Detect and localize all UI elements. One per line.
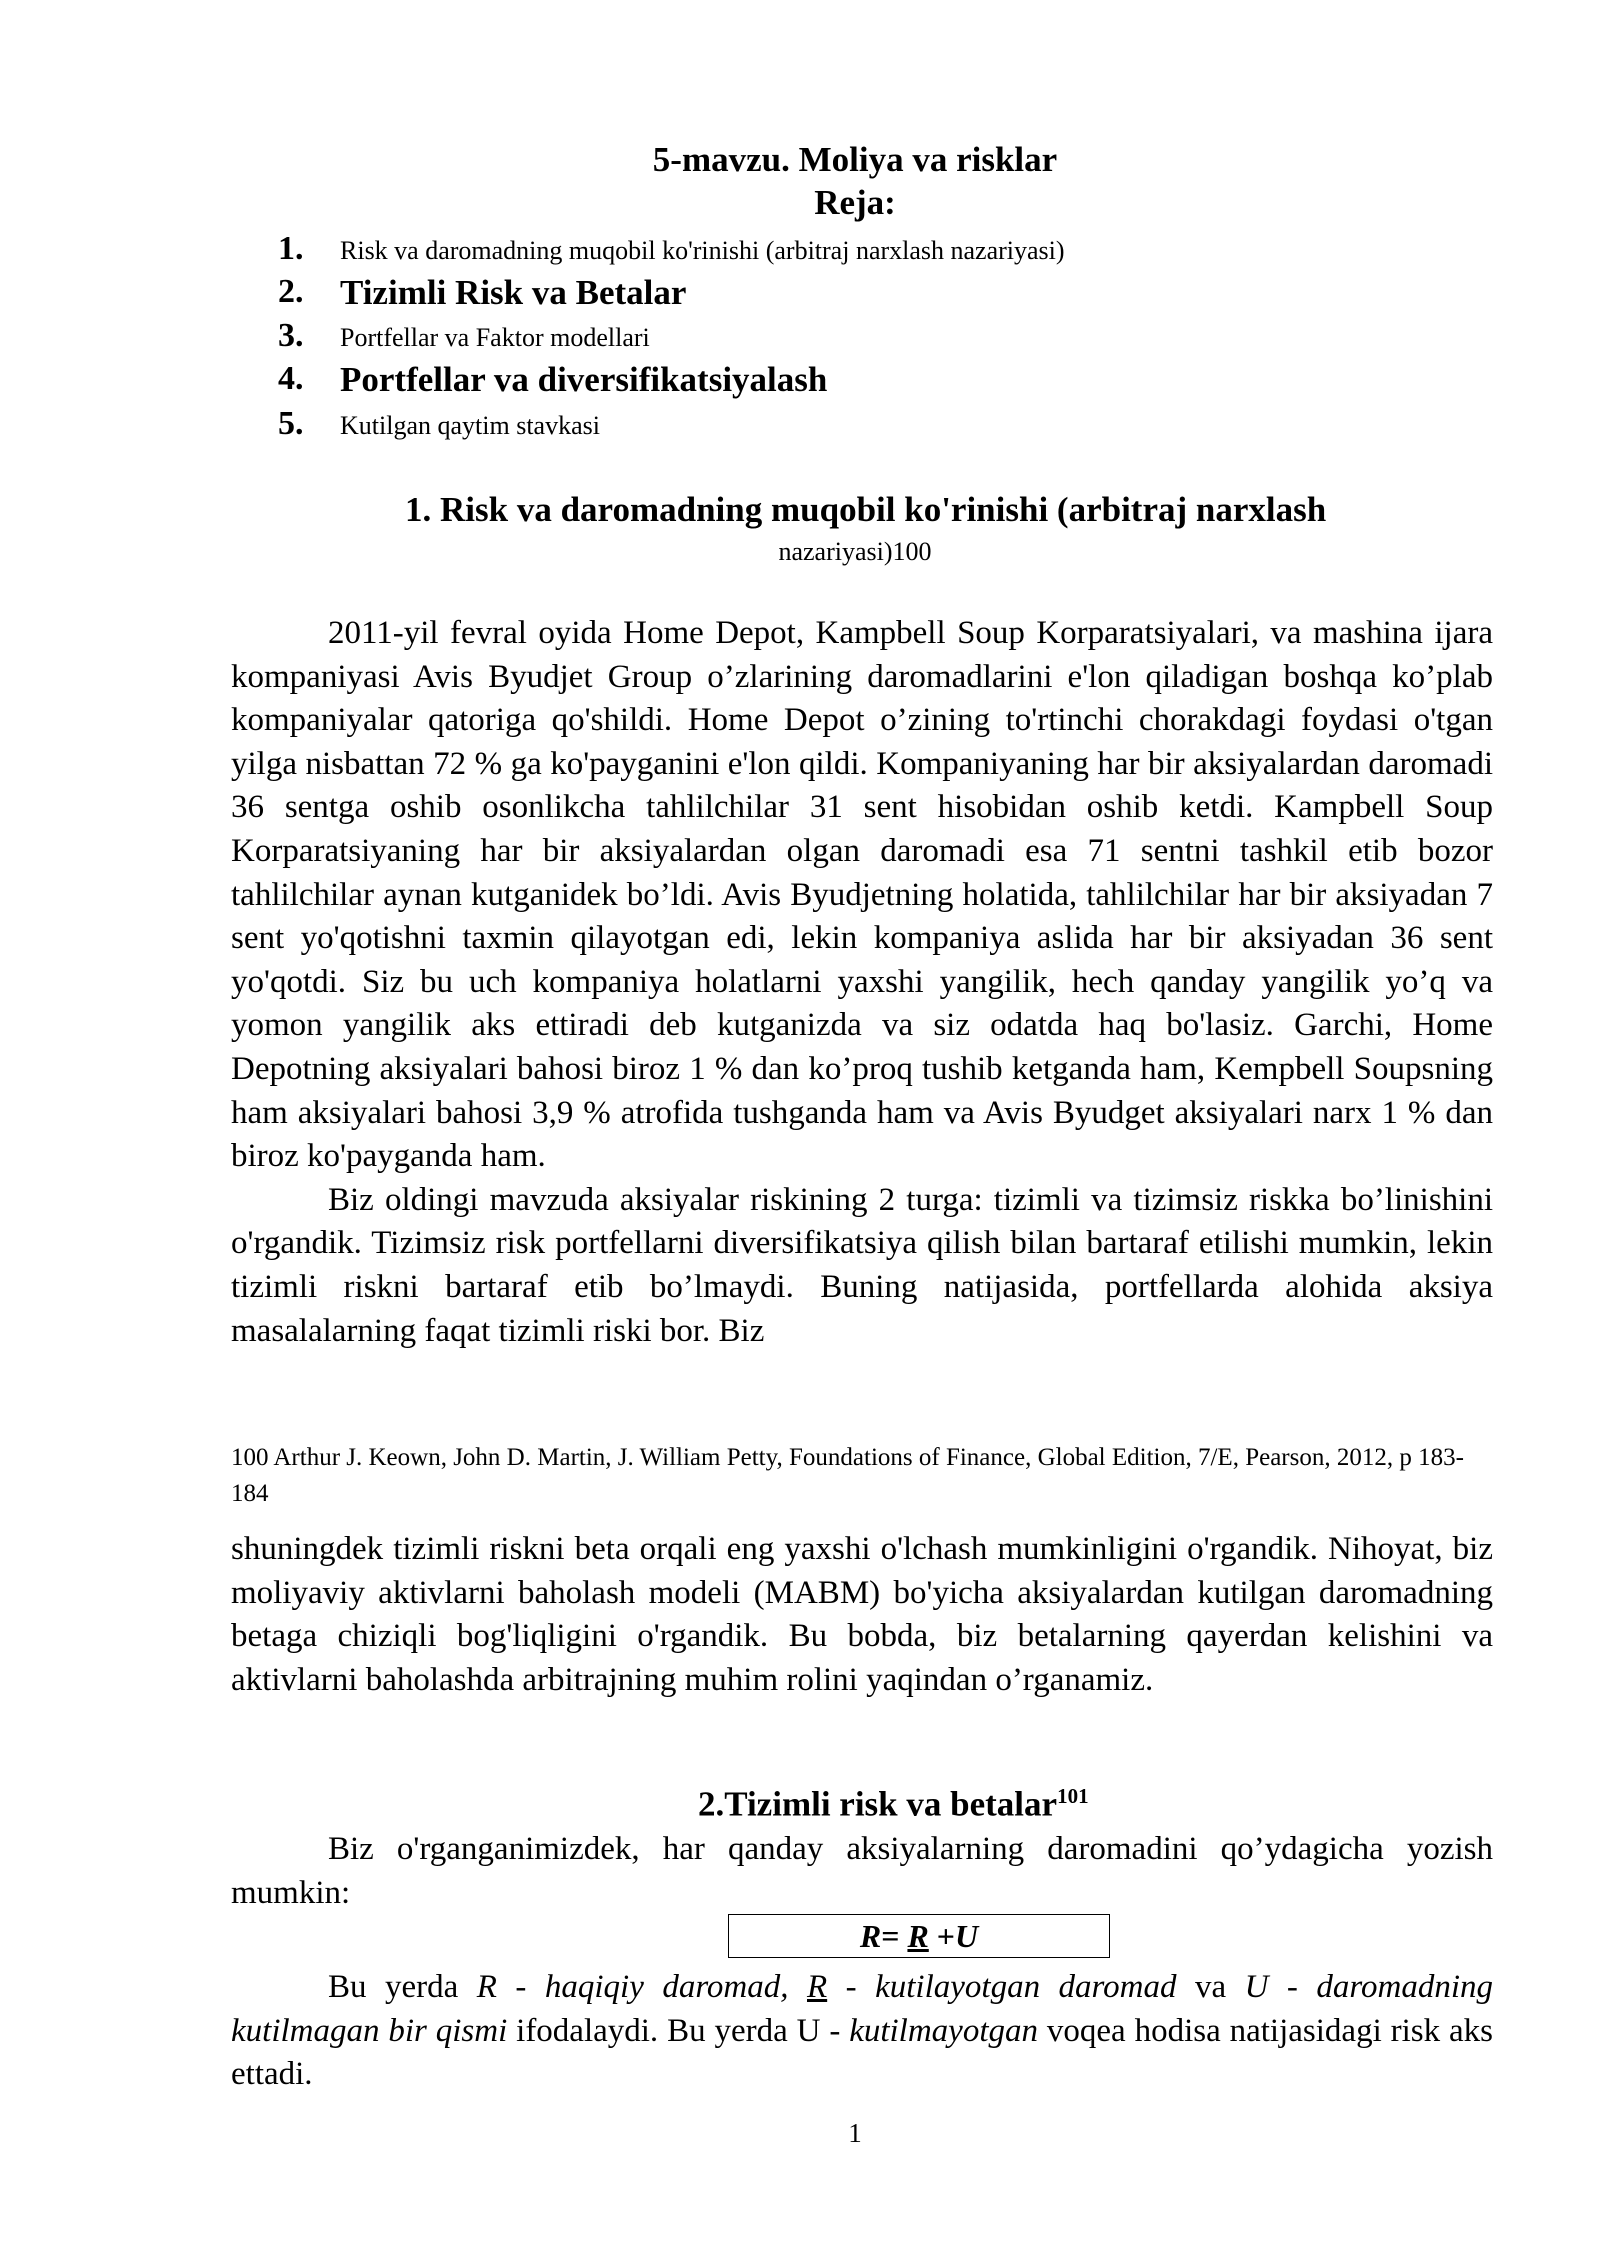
- plan-item-number: 3.: [278, 317, 304, 354]
- section-2-heading-text: 2.Tizimli risk va betalar: [698, 1784, 1058, 1824]
- formula-box: [728, 1914, 1110, 1958]
- term-unexpected: kutilmayotgan: [849, 2012, 1039, 2049]
- plan-item-3: [0, 317, 1600, 361]
- plan-item-number: 5.: [278, 405, 304, 442]
- formula-lhs: R: [859, 1918, 882, 1954]
- plan-item-4: [0, 360, 1600, 404]
- formula-equals: =: [881, 1918, 900, 1954]
- footnote: 100 Arthur J. Keown, John D. Martin, J. William Petty, Foundations of Finance, Global Edition, 7/E, Pearson, 2012, p 183-184: [231, 1444, 1464, 1507]
- paragraph: Biz o'rganganimizdek, har qanday aksiyalarning daromadini qo’ydagicha yozish mumkin:: [231, 1831, 1493, 1911]
- text-run: [789, 1969, 807, 2005]
- paragraph: 2011-yil fevral oyida Home Depot, Kampbell Soup Korparatsiyalari, va mashina ijara kompaniyasi Avis Byudjet Group o’zlarining daromadlarini e'lon qiladigan boshqa ko’plab kompaniyalar qatoriga qo'shildi. Home Depot o’zining to'rtinchi chorakdagi foydasi o'tgan yilga nisbattan 72 % ga ko'payganini e'lon qildi. Kompaniyaning har bir aksiyalardan daromadi 36 sentga oshib osonlikcha tahlilchilar 31 sent hisobidan oshib ketdi. Kampbell Soup Korparatsiyaning har bir aksiyalardan olgan daromadi esa 71 sentni tashkil etib bozor tahlilchilar aynan kutganidek bo’ldi. Avis Byudjetning holatida, tahlilchilar har bir aksiyadan 7 sent yo'qotishni taxmin qilayotgan edi, lekin kompaniya aslida har bir aksiyadan 36 sent yo'qotdi. Siz bu uch kompaniya holatlarni yaxshi yangilik, hech qanday yangilik yo’q va yomon yangilik aks ettiradi deb kutganizda va siz odatda haq bo'lasiz. Garchi, Home Depotning aksiyalari bahosi biroz 1 % dan ko’proq tushib ketganda ham, Kempbell Soupsning ham aksiyalari bahosi 3,9 % atrofida tushganda ham va Avis Byudget aksiyalari narx 1 % dan biroz ko'payganda ham.: [231, 615, 1493, 1175]
- plan-item-5: [0, 405, 1600, 449]
- symbol-r-bar: R: [807, 1969, 828, 2005]
- symbol-u: U: [1244, 1969, 1269, 2005]
- text-run: -: [1268, 1969, 1317, 2005]
- text-run: Bu yerda: [328, 1969, 477, 2005]
- section-1-heading: 1. Risk va daromadning muqobil ko'rinishi (arbitraj narxlash: [405, 490, 1327, 529]
- section-2-heading: [698, 1784, 1089, 1825]
- paragraph: shuningdek tizimli riskni beta orqali eng yaxshi o'lchash mumkinligini o'rgandik. Nihoyat, biz moliyaviy aktivlarni baholash modeli (MABM) bo'yicha aksiyalardan kutilgan daromadning betaga chiziqli bog'liqligini o'rgandik. Bu bobda, biz betalarning qayerdan kelishini va aktivlarni baholashda arbitrajning muhim rolini yaqindan o’rganamiz.: [231, 1531, 1493, 1698]
- text-run: va: [1176, 1969, 1245, 2005]
- section-2-explanation: [231, 1966, 1493, 2097]
- text-run: ifodalaydi. Bu yerda U -: [507, 2012, 850, 2049]
- formula-u: U: [955, 1918, 979, 1954]
- term-actual-return: haqiqiy daromad,: [544, 1969, 789, 2005]
- plan-item-text: Kutilgan qaytim stavkasi: [340, 411, 600, 440]
- plan-item-1: [0, 230, 1600, 274]
- text-run: -: [496, 1969, 545, 2005]
- formula-expected-return: R: [907, 1918, 929, 1954]
- plan-item-2: [0, 273, 1600, 317]
- plan-item-number: 1.: [278, 230, 304, 267]
- text-run: -: [827, 1969, 876, 2005]
- plan-label: Reja:: [814, 183, 896, 222]
- continuation-body: [231, 1528, 1493, 1702]
- symbol-r: R: [476, 1969, 497, 2005]
- plan-item-text: Portfellar va diversifikatsiyalash: [340, 360, 828, 399]
- section-1-heading-cont: nazariyasi)100: [778, 537, 932, 566]
- section-2-body: [231, 1828, 1493, 1915]
- section-1-body: [231, 612, 1493, 1353]
- text-run: voqea hodisa natijasidagi risk aks ettadi.: [231, 2012, 1493, 2093]
- plan-item-text: Risk va daromadning muqobil ko'rinishi (arbitraj narxlash nazariyasi): [340, 236, 1065, 265]
- plan-item-text: Portfellar va Faktor modellari: [340, 323, 650, 352]
- plan-item-number: 4.: [278, 360, 304, 397]
- plan-item-text: Tizimli Risk va Betalar: [340, 273, 687, 312]
- page-title: 5-mavzu. Moliya va risklar: [652, 140, 1058, 179]
- paragraph: [231, 1966, 1493, 2097]
- page-number: 1: [848, 2118, 862, 2148]
- term-expected-return: kutilayotgan daromad: [875, 1969, 1177, 2005]
- paragraph: Biz oldingi mavzuda aksiyalar riskining 2 turga: tizimli va tizimsiz riskka bo’linishini o'rgandik. Tizimsiz risk portfellarni diversifikatsiya qilish bilan bartaraf etilishi mumkin, lekin tizimli riskni bartaraf etib bo’lmaydi. Buning natijasida, portfellarda alohida aksiya masalalarning faqat tizimli riski bor. Biz: [231, 1181, 1493, 1349]
- plan-item-number: 2.: [278, 273, 304, 310]
- formula-plus: +: [936, 1918, 956, 1954]
- term-unexpected-part: daromadning kutilmagan bir qismi: [231, 1969, 1493, 2049]
- footnote-ref: 101: [1057, 1784, 1089, 1808]
